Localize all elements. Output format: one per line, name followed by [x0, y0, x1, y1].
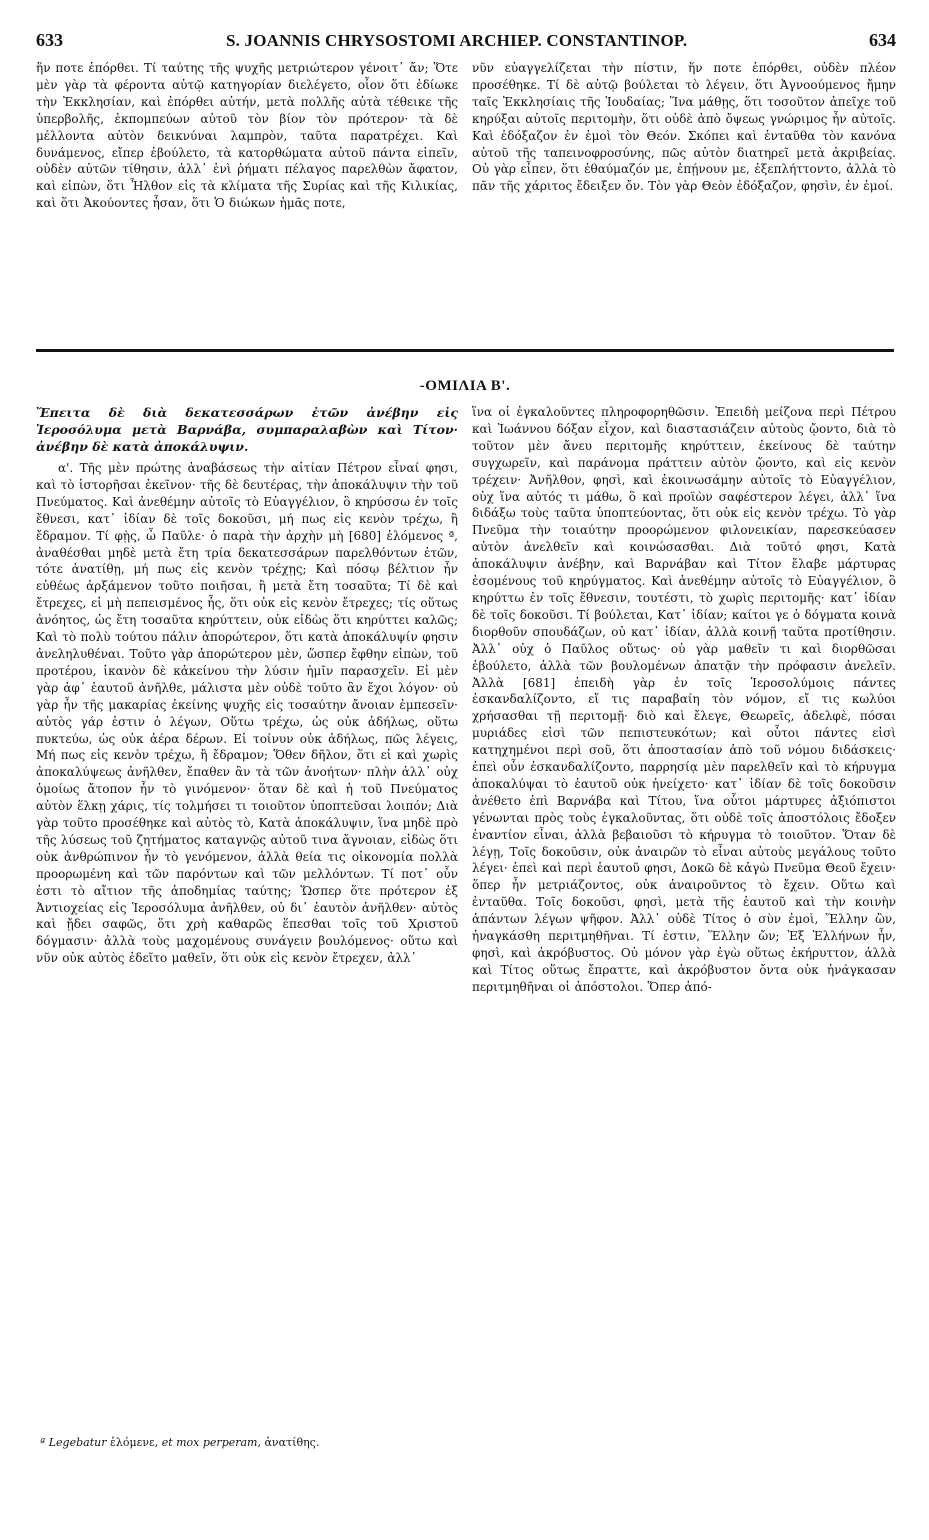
column-body-left	[36, 460, 458, 1408]
paragraph: ἵνα οἱ ἐγκαλοῦντες πληροφορηθῶσιν. Ἐπειδὴ μείζονα περὶ Πέτρου καὶ Ἰωάννου δόξαν εἶχον, καὶ διαστασιάζειν αὐτοὺς ᾤοντο, διὰ τὸ τοῦτον μὲν ἄνευ περιτομῆς κηρύττειν, ἐκείνους δὲ ταύτην συγχωρεῖν, καὶ παράνομα πράττειν αὐτὸν ᾤοντο, καὶ εἰς κενὸν τρέχειν· Ἀνῆλθον, φησὶ, καὶ ἐκοινωσάμην αὐτοῖς τὸ Εὐαγγέλιον, οὐχ ἵνα αὐτός τι μάθω, ὃ καὶ προϊὼν σαφέστερον λέγει, ἀλλ᾽ ἵνα διδάξω τοὺς ταῦτα ὑποπτεύοντας, ὅτι οὐκ εἰς κενὸν τρέχω. Τὸ γὰρ Πνεῦμα τὴν τοιαύτην προορώμενον φιλονεικίαν, παρεσκεύασεν αὐτὸν ἀνελθεῖν καὶ κοινώσασθαι. Διὰ τοῦτό φησι, Κατὰ ἀποκάλυψιν ἀνέβην, καὶ Βαρνάβαν καὶ Τίτον ἔλαβε μάρτυρας ἐσομένους τοῦ κηρύγματος. Καὶ ἀνεθέμην αὐτοῖς τὸ Εὐαγγέλιον, ὃ κηρύττω ἐν τοῖς ἔθνεσιν, τουτέστι, τὸ χωρὶς περιτομῆς· κατ᾽ ἰδίαν δὲ τοῖς δοκοῦσι. Τί βούλεται, Κατ᾽ ἰδίαν; καίτοι γε ὁ δόγματα κοινὰ διορθοῦν σπουδάζων, οὐ κατ᾽ ἰδίαν, ἀλλὰ κοινῇ ταῦτα προτίθησιν. Ἀλλ᾽ οὐχ ὁ Παῦλος οὕτως· οὐ γὰρ μαθεῖν τι καὶ διορθῶσαι ἐβούλετο, ἀλλὰ τῶν βουλομένων ἀπατᾷν τὴν πρόφασιν ἀνελεῖν. Ἀλλὰ [681] ἐπειδὴ γὰρ ἐν τοῖς Ἱεροσολύμοις πάντες ἐσκανδαλίζοντο, εἴ τις παραβαίη τὸν νόμον, εἴ τις κωλύοι χρήσασθαι τῇ περιτομῇ· διὸ καὶ ἔλεγε, Θεωρεῖς, ἀδελφὲ, πόσαι μυριάδες εἰσὶ τῶν πεπιστευκότων; καὶ οὗτοι πάντες εἰσὶ κατηχημένοι περὶ σοῦ, ὅτι ἀποστασίαν ἀπὸ τοῦ νόμου διδάσκεις· ἐπεὶ οὖν ἐσκανδαλίζοντο, παρρησίᾳ μὲν παρελθεῖν καὶ τὸ κήρυγμα ἀποκαλύψαι τὸ ἑαυτοῦ οὐκ ἠνείχετο· κατ᾽ ἰδίαν δὲ τοῖς δοκοῦσιν ἀνέθετο ἐπὶ Βαρνάβα καὶ Τίτου, ἵνα οὗτοι μάρτυρες ἀξιόπιστοι γένωνται πρὸς τοὺς ἐγκαλοῦντας, ὅτι οὐδὲ τοῖς ἀποστόλοις ἔδοξεν ἐναντίον εἶναι, ἀλλὰ βεβαιοῦσι τὸ κήρυγμα τὸ τοιοῦτον. Ὅταν δὲ λέγῃ, Τοῖς δοκοῦσιν, οὐκ ἀναιρῶν τὸ εἶναι αὐτοὺς μεγάλους τοῦτο λέγει· ἐπεὶ καὶ περὶ ἑαυτοῦ φησι, Δοκῶ δὲ κἀγὼ Πνεῦμα Θεοῦ ἔχειν· ὅπερ ἦν μετριάζοντος, οὐκ ἀναιροῦντος τὸ ἔχειν. Οὕτω καὶ ἐνταῦθα. Τοῖς δοκοῦσι, φησὶ, μετὰ τῆς ἑαυτοῦ καὶ τὴν κοινὴν ἁπάντων λέγων ψῆφον. Ἀλλ᾽ οὐδὲ Τίτος ὁ σὺν ἐμοὶ, Ἕλλην ὢν, ἠναγκάσθη περιτμηθῆναι. Τί ἐστιν, Ἕλλην ὤν; Ἐξ Ἑλλήνων ἦν, φησὶ, καὶ ἀκρόβυστος. Οὐ μόνον γὰρ ἐγὼ οὕτως ἐκήρυττον, ἀλλὰ καὶ Τίτος οὕτως ἔπραττε, καὶ ἀκρόβυστον ὄντα οὐκ ἠνάγκασαν περιτμηθῆναι οἱ ἀπόστολοι. Ὅπερ ἀπό-	[472, 405, 896, 994]
footnote-marker: ª	[40, 1436, 46, 1449]
footnote-text-2: et mox perperam,	[161, 1436, 261, 1449]
homily-title: -ΟΜΙΛΙΑ Β'.	[419, 378, 511, 394]
column-top-left	[36, 60, 458, 320]
page-number-left: 633	[36, 30, 63, 50]
paragraph: νῦν εὐαγγελίζεται τὴν πίστιν, ἥν ποτε ἐπόρθει, οὐδὲν πλέον προσέθηκε. Τί δὲ αὐτῷ βούλεται τὸ λέγειν, ὅτι Ἀγνοούμενος ἤμην ταῖς Ἐκκλησίαις τῆς Ἰουδαίας; Ἵνα μάθῃς, ὅτι τοσοῦτον ἀπεῖχε τοῦ κηρύξαι αὐτοῖς περιτομὴν, ὅτι οὐδὲ ἀπὸ ὄψεως γνώριμος ἦν αὐτοῖς. Καὶ ἐδόξαζον ἐν ἐμοὶ τὸν Θεόν. Σκόπει καὶ ἐνταῦθα τὸν κανόνα αὐτοῦ τῆς ταπεινοφροσύνης, πῶς αὐτὸν διατηρεῖ μετὰ ἀκριβείας. Οὐ γὰρ εἶπεν, ὅτι ἐθαύμαζόν με, ἐπῄνουν με, ἐξεπλήττοντο, ἀλλὰ τὸ πᾶν τῆς χάριτος ἔδειξεν ὄν. Τὸν γὰρ Θεὸν ἐδόξαζον, φησὶν, ἐν ἐμοί.	[472, 61, 896, 194]
paragraph: ἥν ποτε ἐπόρθει. Τί ταύτης τῆς ψυχῆς μετριώτερον γένοιτ᾽ ἄν; Ὅτε μὲν γὰρ τὰ φέροντα αὐτῷ κατηγορίαν διελέγετο, οἷον ὅτι ἐδίωκε τὴν Ἐκκλησίαν, καὶ ἐπόρθει αὐτήν, μετὰ πολλῆς αὐτὰ τέθεικε τῆς ὑπερβολῆς, ἐκπομπεύων αὐτοῦ τὸν βίον τὸν πρότερον· τὰ δὲ μέλλοντα αὐτὸν δεικνύναι λαμπρὸν, ταῦτα παρατρέχει. Καὶ δυνάμενος, εἴπερ ἐβούλετο, τὰ κατορθώματα αὐτοῦ πάντα εἰπεῖν, οὐδὲν αὐτῶν τίθησιν, ἀλλ᾽ ἑνὶ ῥήματι πέλαγος παρελθὼν ἄφατον, καὶ εἰπὼν, ὅτι Ἦλθον εἰς τὰ κλίματα τῆς Συρίας καὶ τῆς Κιλικίας, καὶ ὅτι Ἀκούοντες ἦσαν, ὅτι Ὁ διώκων ἡμᾶς ποτε,	[36, 61, 458, 211]
footnote	[40, 1436, 460, 1449]
footnote-text: Legebatur	[48, 1436, 107, 1449]
footnote-form-2: ἀνατίθης.	[264, 1436, 320, 1449]
epigraph-scripture: Ἔπειτα δὲ διὰ δεκατεσσάρων ἐτῶν ἀνέβην εἰς Ἱεροσόλυμα μετὰ Βαρνάβα, συμπαραλαβὼν καὶ Τίτον· ἀνέβην δὲ κατὰ ἀποκάλυψιν.	[36, 405, 458, 454]
paragraph: α'. Τῆς μὲν πρώτης ἀναβάσεως τὴν αἰτίαν Πέτρον εἶναί φησι, καὶ τὸ ἱστορῆσαι ἐκεῖνον· τῆς δὲ δευτέρας, τὴν ἀποκάλυψιν τὴν τοῦ Πνεύματος. Καὶ ἀνεθέμην αὐτοῖς τὸ Εὐαγγέλιον, ὃ κηρύσσω ἐν τοῖς ἔθνεσι, κατ᾽ ἰδίαν δὲ τοῖς δοκοῦσι, μή πως εἰς κενὸν τρέχω, ἢ ἔδραμον. Τί φῂς, ὦ Παῦλε· ὁ παρὰ τὴν ἀρχὴν μὴ [680] ἑλόμενος ª, ἀναθέσθαι μηδὲ μετὰ ἔτη τρία δεκατεσσάρων παρελθόντων ἐτῶν, τότε ἀνατίθῃ, μή πως εἰς κενὸν τρέχῃς; Καὶ πόσῳ βέλτιον ἦν εὐθέως ἀρξάμενον τοῦτο ποιῆσαι, ἢ μετὰ ἔτη τοσαῦτα; Τί δὲ καὶ ἔτρεχες, εἰ μὴ πεπεισμένος ἦς, ὅτι οὐκ εἰς κενὸν ἔτρεχες; τίς οὕτως ἀνόητος, ὡς ἔτη τοσαῦτα κηρύττειν, οὐκ εἰδὼς ὅτι κηρύττει καλῶς; Καὶ τὸ πολὺ τούτου πάλιν ἀπορώτερον, ὅτι κατὰ ἀποκάλυψίν φησιν ἀνεληλυθέναι. Τοῦτο γὰρ ἀπορώτερον μὲν, ὥσπερ ἔφθην εἰπὼν, τοῦ προτέρου, ἱκανὸν δὲ κἀκείνου τὴν λύσιν ἡμῖν παρασχεῖν. Εἰ μὲν γὰρ ἀφ᾽ ἑαυτοῦ ἀνῆλθε, μάλιστα μὲν οὐδὲ τοῦτο ἂν ἔχοι λόγον· οὐ γὰρ ἦν τῆς μακαρίας ἐκείνης ψυχῆς εἰς τοσαύτην ἄνοιαν ἐμπεσεῖν· αὐτὸς γάρ ἐστιν ὁ λέγων, Οὕτω τρέχω, ὡς οὐκ ἀδήλως, οὕτω πυκτεύω, ὡς οὐκ ἀέρα δέρων. Εἰ τοίνυν οὐκ ἀδήλως, πῶς λέγεις, Μή πως εἰς κενὸν τρέχω, ἢ ἔδραμον; Ὅθεν δῆλον, ὅτι εἰ καὶ χωρὶς ἀποκαλύψεως ἀνῆλθεν, ἔπαθεν ἂν τὰ τῶν ἀνοήτων· πλὴν ἀλλ᾽ οὐχ ὁμοίως ἄτοπον ἦν τὸ γινόμενον· ὅταν δὲ καὶ ἡ τοῦ Πνεύματος αὐτὸν ἕλκῃ χάρις, τίς τολμήσει τι τοιοῦτον ὑποπτεῦσαι λοιπόν; Διὰ γὰρ τοῦτο προσέθηκε καὶ αὐτὸς τὸ, Κατὰ ἀποκάλυψιν, ἵνα μηδὲ πρὸ τῆς λύσεως τοῦ ζητήματος καταγνῷς αὐτοῦ τινα ἄγνοιαν, εἰδὼς ὅτι οὐκ ἀνθρώπινον ἦν τὸ γενόμενον, ἀλλὰ θεία τις οἰκονομία πολλὰ προορωμένη καὶ τῶν παρόντων καὶ τῶν μελλόντων. Τί ποτ᾽ οὖν ἐστι τὸ αἴτιον τῆς ἀποδημίας ταύτης; Ὥσπερ ὅτε πρότερον ἐξ Ἀντιοχείας εἰς Ἱεροσόλυμα ἀνῆλθεν, οὐ δι᾽ ἑαυτὸν ἀνῆλθεν· αὐτὸς καὶ ᾔδει σαφῶς, ὅτι χρὴ καθαρῶς ἕπεσθαι τοῖς τοῦ Χριστοῦ δόγμασιν· ἀλλὰ τοὺς μαχομένους συνάγειν βουλόμενος· οὕτω καὶ νῦν οὐκ αὐτὸς ἐδεῖτο μαθεῖν, ὅτι οὐκ εἰς κενὸν ἔτρεχεν, ἀλλ᾽	[36, 461, 458, 966]
page-number-right: 634	[869, 30, 896, 50]
running-title: S. JOANNIS CHRYSOSTOMI ARCHIEP. CONSTANTINOP.	[226, 31, 688, 50]
footnote-form: ἑλόμενε,	[109, 1436, 159, 1449]
column-body-right	[472, 404, 896, 1474]
column-top-right	[472, 60, 896, 320]
running-header	[36, 30, 896, 56]
section-divider	[36, 349, 894, 352]
